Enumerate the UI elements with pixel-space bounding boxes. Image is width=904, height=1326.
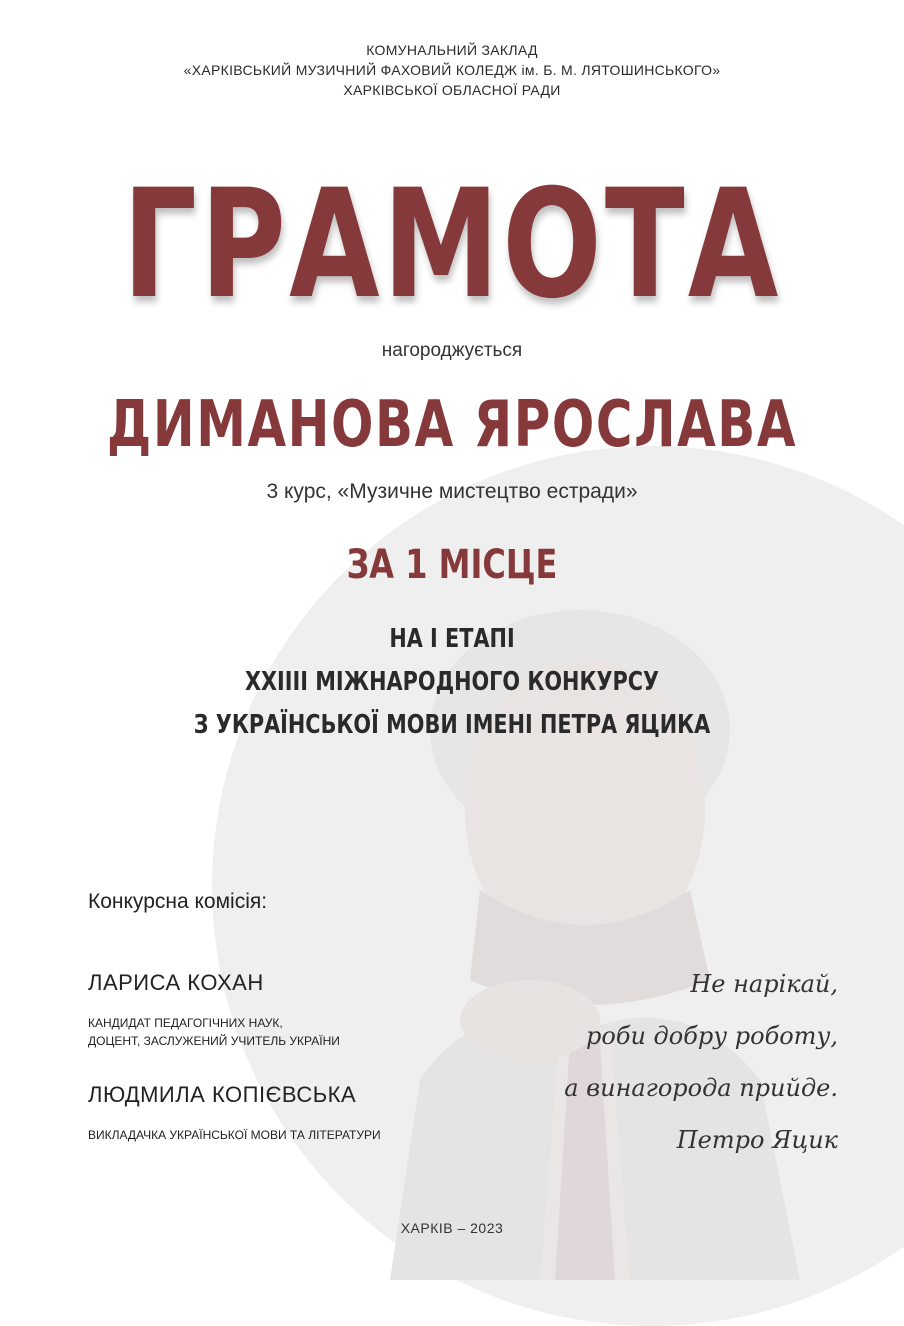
member-desc-2-line-1: ВИКЛАДАЧКА УКРАЇНСЬКОЇ МОВИ ТА ЛІТЕРАТУРИ — [88, 1128, 381, 1142]
member-desc-2 — [88, 1126, 381, 1144]
header-line-1: КОМУНАЛЬНИЙ ЗАКЛАД — [366, 42, 538, 58]
quote-line-2: роби добру роботу, — [586, 1022, 838, 1050]
quote-author: Петро Яцик — [676, 1126, 838, 1154]
contest-description — [90, 618, 813, 747]
place-award: ЗА 1 МІСЦЕ — [346, 542, 558, 588]
quote-line-1: Не нарікай, — [690, 970, 838, 998]
commission-label: Конкурсна комісія: — [88, 890, 268, 913]
awarded-label: нагороджується — [381, 340, 523, 361]
member-desc-1-line-1: КАНДИДАТ ПЕДАГОГІЧНИХ НАУК, — [88, 1016, 283, 1030]
contest-line-1: НА І ЕТАПІ — [389, 624, 515, 654]
member-desc-1-line-2: ДОЦЕНТ, ЗАСЛУЖЕНИЙ УЧИТЕЛЬ УКРАЇНИ — [88, 1034, 340, 1048]
quote-line-3: а винагорода прийде. — [564, 1074, 838, 1102]
contest-line-3: З УКРАЇНСЬКОЇ МОВИ ІМЕНІ ПЕТРА ЯЦИКА — [193, 710, 711, 740]
header-line-2: «ХАРКІВСЬКИЙ МУЗИЧНИЙ ФАХОВИЙ КОЛЕДЖ ім. Б. М. ЛЯТОШИНСЬКОГО» — [183, 62, 721, 78]
member-name-1: ЛАРИСА КОХАН — [88, 970, 264, 995]
contest-line-2: XXIIII МІЖНАРОДНОГО КОНКУРСУ — [244, 667, 660, 697]
footer-city-year: ХАРКІВ – 2023 — [400, 1220, 504, 1236]
quote-block — [564, 958, 838, 1166]
member-desc-1 — [88, 1014, 340, 1050]
recipient-course: 3 курс, «Музичне мистецтво естради» — [266, 480, 638, 503]
institution-header — [0, 40, 904, 100]
member-name-2: ЛЮДМИЛА КОПІЄВСЬКА — [88, 1082, 357, 1107]
recipient-name: ДИМАНОВА ЯРОСЛАВА — [106, 388, 798, 462]
header-line-3: ХАРКІВСЬКОЇ ОБЛАСНОЇ РАДИ — [343, 82, 561, 98]
certificate-title: ГРАМОТА — [122, 158, 782, 332]
